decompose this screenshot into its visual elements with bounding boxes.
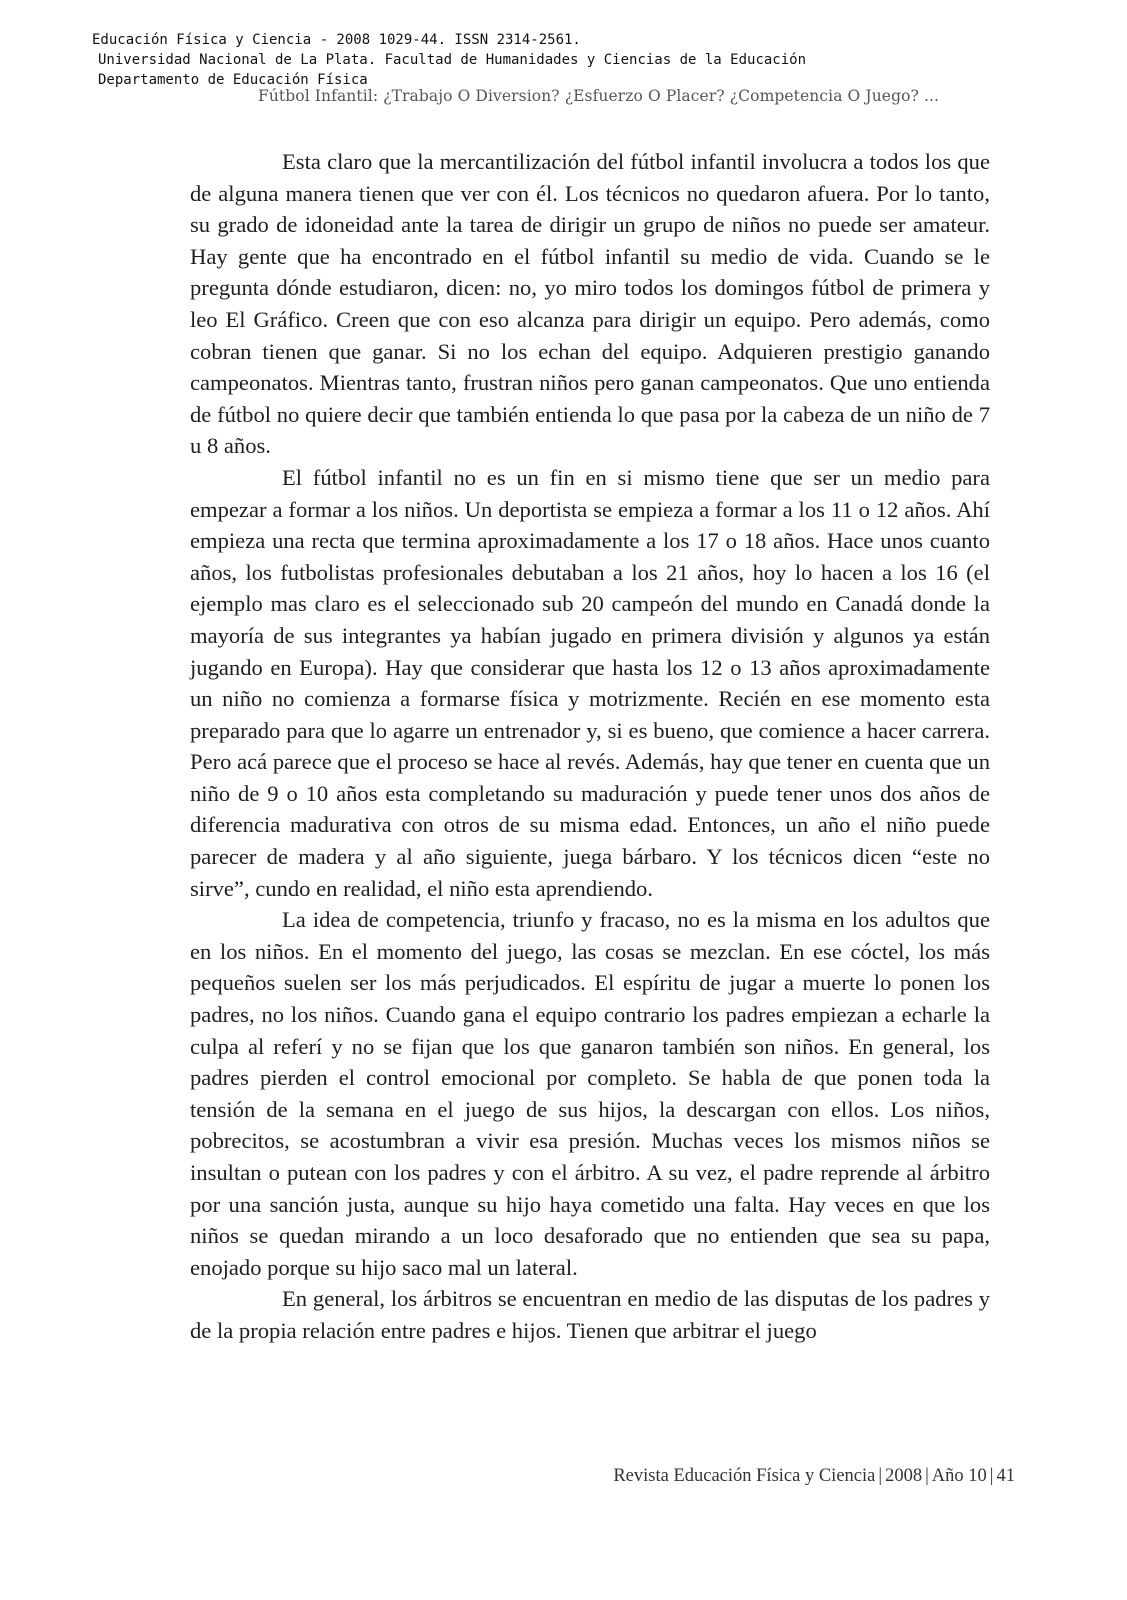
- paragraph: En general, los árbitros se encuentran en medio de las disputas de los padres y de la propia relación entre padres e hijos. Tienen que arbitrar el juego: [190, 1286, 990, 1343]
- page-footer: [613, 1466, 1015, 1487]
- footer-separator: |: [925, 1466, 929, 1486]
- stamp-citation-line: Educación Física y Ciencia - 2008 1029-44. ISSN 2314-2561.: [92, 32, 581, 48]
- stamp-university-line: Universidad Nacional de La Plata. Facultad de Humanidades y Ciencias de la Educación: [98, 52, 807, 68]
- stamp-department-line: Departamento de Educación Física: [98, 72, 368, 88]
- footer-journal: Revista Educación Física y Ciencia: [613, 1466, 876, 1486]
- page-number: 41: [996, 1466, 1015, 1486]
- paragraph: Esta claro que la mercantilización del fútbol infantil involucra a todos los que de alguna manera tienen que ver con él. Los técnicos no quedaron afuera. Por lo tanto, su grado de idoneidad ante la tarea de dirigir un grupo de niños no puede ser amateur. Hay gente que ha encontrado en el fútbol infantil su medio de vida. Cuando se le pregunta dónde estudiaron, dicen: no, yo miro todos los domingos fútbol de primera y leo El Gráfico. Creen que con eso alcanza para dirigir un equipo. Pero además, como cobran tienen que ganar. Si no los echan del equipo. Adquieren prestigio ganando campeonatos. Mientras tanto, frustran niños pero ganan campeonatos. Que uno entienda de fútbol no quiere decir que también entienda lo que pasa por la cabeza de un niño de 7 u 8 años.: [190, 149, 990, 459]
- paragraph: El fútbol infantil no es un fin en si mismo tiene que ser un medio para empezar a formar a los niños. Un deportista se empieza a formar a los 11 o 12 años. Ahí empieza una recta que termina aproximadamente a los 17 o 18 años. Hace unos cuanto años, los futbolistas profesionales debutaban a los 21 años, hoy lo hacen a los 16 (el ejemplo mas claro es el seleccionado sub 20 campeón del mundo en Canadá donde la mayoría de sus integrantes ya habían jugado en primera división y algunos ya están jugando en Europa). Hay que considerar que hasta los 12 o 13 años aproximadamente un niño no comienza a formarse física y motrizmente. Recién en ese momento esta preparado para que lo agarre un entrenador y, si es bueno, que comience a hacer carrera. Pero acá parece que el proceso se hace al revés. Además, hay que tener en cuenta que un niño de 9 o 10 años esta completando su maduración y puede tener unos dos años de diferencia madurativa con otros de su misma edad. Entonces, un año el niño puede parecer de madera y al año siguiente, juega bárbaro. Y los técnicos dicen “este no sirve”, cundo en realidad, el niño esta aprendiendo.: [190, 464, 990, 901]
- article-body: [190, 146, 990, 1347]
- footer-separator: |: [878, 1466, 883, 1486]
- paragraph: La idea de competencia, triunfo y fracaso, no es la misma en los adultos que en los niños. En el momento del juego, las cosas se mezclan. En ese cóctel, los más pequeños suelen ser los más perjudicados. El espíritu de jugar a muerte lo ponen los padres, no los niños. Cuando gana el equipo contrario los padres empiezan a echarle la culpa al referí y no se fijan que los que ganaron también son niños. En general, los padres pierden el control emocional por completo. Se habla de que ponen toda la tensión de la semana en el juego de sus hijos, la descargan con ellos. Los niños, pobrecitos, se acostumbran a vivir esa presión. Muchas veces los mismos niños se insultan o putean con los padres y con el árbitro. A su vez, el padre reprende al árbitro por una sanción justa, aunque su hijo haya cometido una falta. Hay veces en que los niños se quedan mirando a un loco desaforado que no entienden que sea su papa, enojado porque su hijo saco mal un lateral.: [190, 907, 990, 1280]
- footer-volume: Año 10: [931, 1466, 987, 1486]
- footer-separator: |: [989, 1466, 994, 1486]
- running-head: Fútbol Infantil: ¿Trabajo O Diversion? ¿Esfuerzo O Placer? ¿Competencia O Juego? ...: [258, 87, 940, 105]
- institution-stamp: [92, 30, 806, 90]
- footer-year: 2008: [885, 1466, 923, 1486]
